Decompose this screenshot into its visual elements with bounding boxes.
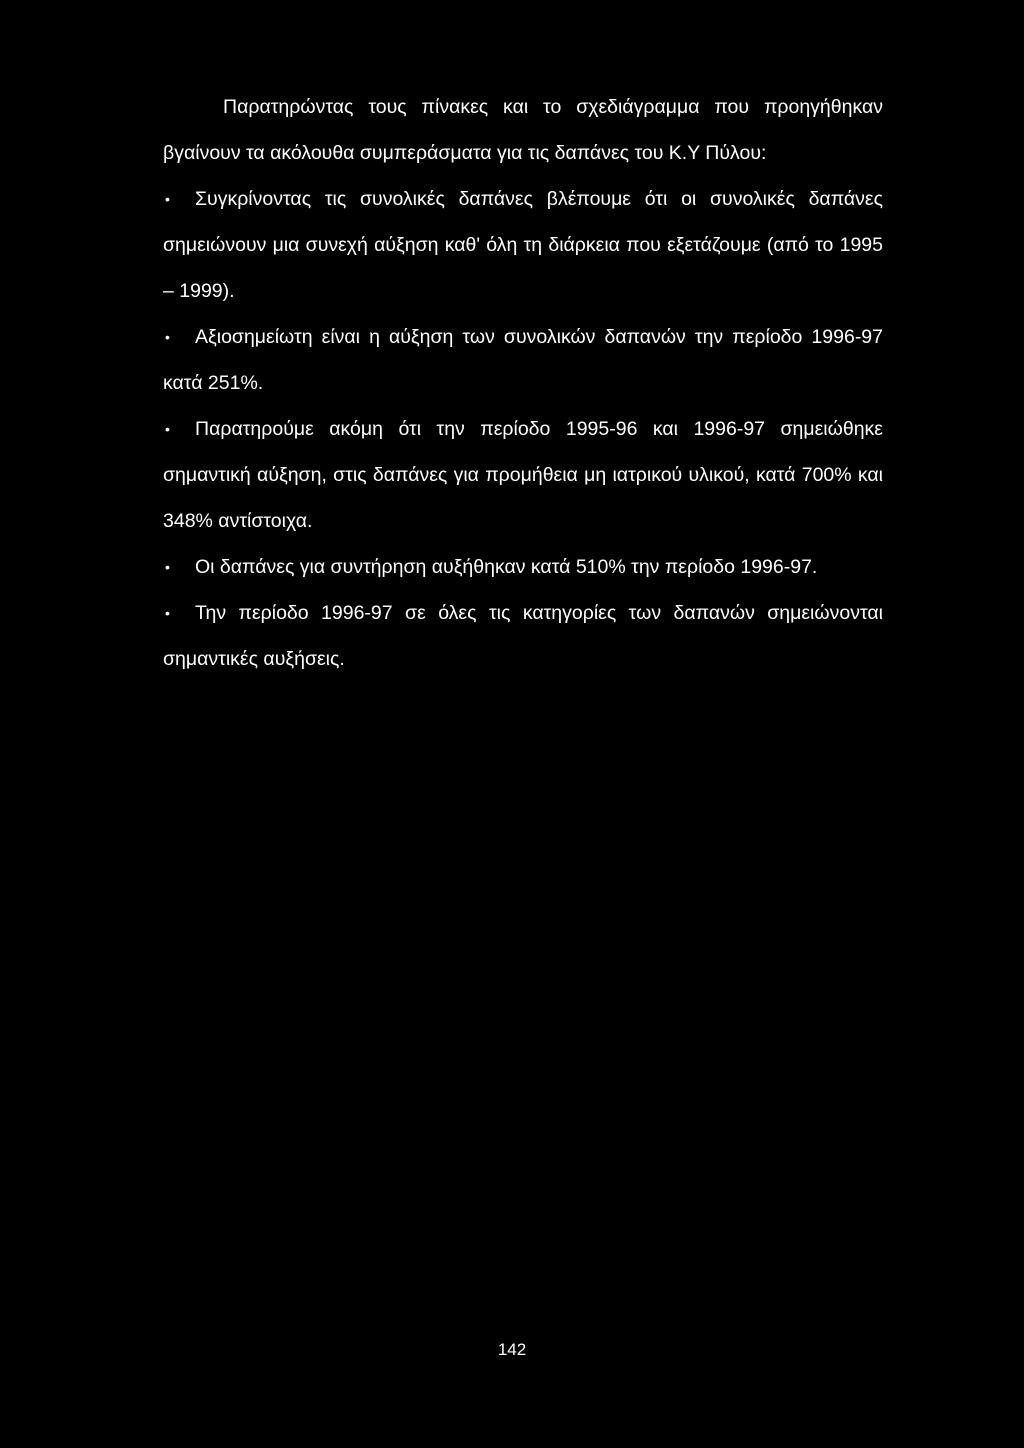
bullet-icon: • <box>165 191 170 207</box>
list-item-text: Αξιοσημείωτη είναι η αύξηση των συνολικών δαπανών την περίοδο 1996-97 κατά 251%. <box>163 326 883 394</box>
page-number: 142 <box>497 1340 527 1359</box>
bullet-icon: • <box>165 605 170 621</box>
list-item <box>163 406 883 544</box>
list-item <box>163 176 883 314</box>
document-body <box>163 84 883 682</box>
bullet-icon: • <box>165 559 170 575</box>
list-item <box>163 544 883 590</box>
list-item <box>163 314 883 406</box>
bullet-icon: • <box>165 421 170 437</box>
list-item-text: Παρατηρούμε ακόμη ότι την περίοδο 1995-96 και 1996-97 σημειώθηκε σημαντική αύξηση, στις δαπάνες για προμήθεια μη ιατρικού υλικού, κατά 700% και 348% αντίστοιχα. <box>163 418 883 532</box>
conclusions-list <box>163 176 883 682</box>
list-item-text: Την περίοδο 1996-97 σε όλες τις κατηγορίες των δαπανών σημειώνονται σημαντικές αυξήσεις. <box>163 602 883 670</box>
list-item <box>163 590 883 682</box>
list-item-text: Οι δαπάνες για συντήρηση αυξήθηκαν κατά 510% την περίοδο 1996-97. <box>195 556 818 578</box>
intro-paragraph: Παρατηρώντας τους πίνακες και το σχεδιάγραμμα που προηγήθηκαν βγαίνουν τα ακόλουθα συμπεράσματα για τις δαπάνες του Κ.Υ Πύλου: <box>163 96 883 164</box>
bullet-icon: • <box>165 329 170 345</box>
list-item-text: Συγκρίνοντας τις συνολικές δαπάνες βλέπουμε ότι οι συνολικές δαπάνες σημειώνουν μια συνεχή αύξηση καθ' όλη τη διάρκεια που εξετάζουμε (από το 1995 – 1999). <box>163 188 883 302</box>
